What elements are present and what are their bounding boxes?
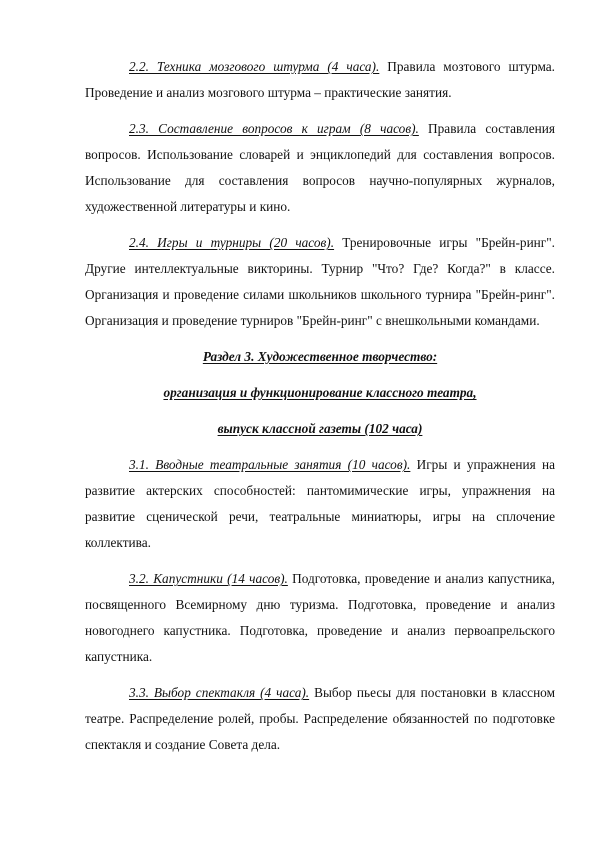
- section-3-heading-line-1: Раздел 3. Художественное творчество:: [202, 349, 438, 364]
- paragraph-3-1: [85, 452, 555, 556]
- paragraph-3-2-lead: 3.2. Капустники (14 часов).: [129, 571, 288, 586]
- paragraph-3-3-text: Выбор пьесы для постановки в классном театре. Распределение ролей, пробы. Распределение обязанностей по подготовке спектакля и создание Совета дела.: [85, 685, 555, 752]
- paragraph-3-2-text: Подготовка, проведение и анализ капустника, посвященного Всемирному дню туризма. Подготовка, проведение и анализ новогоднего капустника. Подготовка, проведение и анализ первоапрельского капустника.: [85, 571, 555, 664]
- paragraph-3-2: [85, 566, 555, 670]
- paragraph-2-4-lead: 2.4. Игры и турниры (20 часов).: [129, 235, 335, 250]
- paragraph-3-3-lead: 3.3. Выбор спектакля (4 часа).: [129, 685, 310, 700]
- document-page: [85, 54, 555, 768]
- paragraph-2-4-text: Тренировочные игры "Брейн-ринг". Другие интеллектуальные викторины. Турнир "Что? Где? Когда?" в классе. Организация и проведение силами школьников школьного турнира "Брейн-ринг". Организация и проведение турниров "Брейн-ринг" с внешкольными командами.: [85, 235, 556, 328]
- paragraph-3-1-text: Игры и упражнения на развитие актерских способностей: пантомимические игры, упражнения на развитие сценической речи, театральные миниатюры, игры на сплочение коллектива.: [85, 457, 555, 550]
- paragraph-2-4: [85, 230, 555, 334]
- paragraph-3-3: [85, 680, 555, 758]
- paragraph-3-1-lead: 3.1. Вводные театральные занятия (10 часов).: [129, 457, 411, 472]
- paragraph-2-3-text: Правила составления вопросов. Использование словарей и энциклопедий для составления вопросов. Использование для составления вопросов научно-популярных журналов, художественной литературы и кино.: [85, 121, 555, 214]
- paragraph-2-3: [85, 116, 555, 220]
- paragraph-2-3-lead: 2.3. Составление вопросов к играм (8 часов).: [129, 121, 419, 136]
- section-3-heading-line-2: организация и функционирование классного театра,: [163, 385, 477, 400]
- paragraph-2-2-text: Правила мозтового штурма. Проведение и анализ мозгового штурма – практические занятия.: [85, 59, 555, 100]
- paragraph-2-2-lead: 2.2. Техника мозгового штурма (4 часа).: [129, 59, 380, 74]
- paragraph-2-2: [85, 54, 555, 106]
- section-3-heading-line-3: выпуск классной газеты (102 часа): [217, 421, 423, 436]
